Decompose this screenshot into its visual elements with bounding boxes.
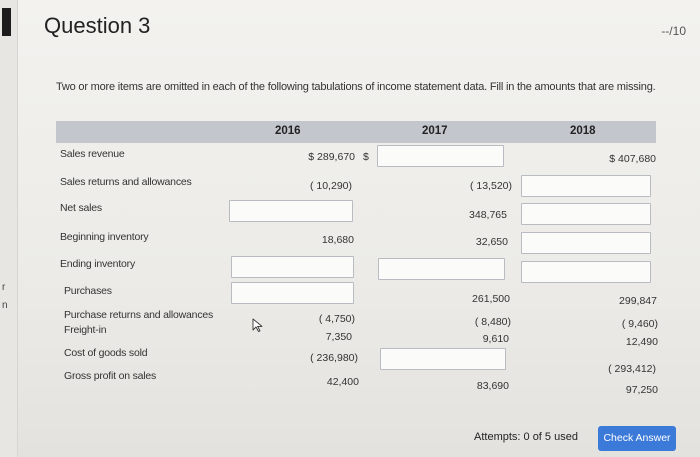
purchases-2016-input[interactable] [231, 282, 354, 304]
question-prompt: Two or more items are omitted in each of the following tabulations of income statement data. Fill in the amounts that are missing. [56, 81, 656, 93]
question-title: Question 3 [44, 13, 151, 38]
sales-revenue-2017-input[interactable] [377, 145, 504, 167]
mouse-pointer-icon [252, 318, 264, 332]
freight-in-2016: 7,350 [325, 331, 352, 343]
attempts-counter: Attempts: 0 of 5 used [474, 431, 578, 443]
sales-revenue-2018: $ 407,680 [609, 153, 656, 165]
row-label-gross-profit: Gross profit on sales [64, 370, 157, 382]
sales-revenue-2016: $ 289,670 [308, 151, 355, 163]
sales-returns-2018-input[interactable] [521, 175, 651, 197]
row-label-freight-in: Freight-in [64, 324, 107, 336]
purchase-returns-2018: ( 9,460) [621, 318, 658, 330]
sales-revenue-2017-dollar: $ [363, 151, 369, 163]
ending-inventory-2017-input[interactable] [378, 258, 505, 280]
beginning-inventory-2017: 32,650 [475, 236, 508, 248]
score-display: --/10 [661, 24, 686, 38]
row-label-sales-revenue: Sales revenue [60, 148, 125, 160]
left-sidebar-strip [0, 0, 18, 457]
year-header-2016: 2016 [275, 125, 301, 137]
purchase-returns-2016: ( 4,750) [318, 313, 355, 325]
row-label-ending-inventory: Ending inventory [60, 258, 136, 270]
row-label-purchases: Purchases [64, 285, 112, 297]
edge-letter: n [2, 300, 8, 311]
beginning-inventory-2018-input[interactable] [521, 232, 651, 254]
edge-letter: r [2, 282, 6, 293]
cogs-2017-input[interactable] [380, 348, 506, 370]
net-sales-2017: 348,765 [469, 209, 507, 221]
year-header-2017: 2017 [422, 125, 448, 137]
cogs-2016: ( 236,980) [310, 352, 358, 364]
row-label-net-sales: Net sales [60, 202, 102, 214]
sales-returns-2017: ( 13,520) [469, 180, 512, 192]
cogs-2018: ( 293,412) [608, 363, 656, 375]
purchase-returns-2017: ( 8,480) [474, 316, 511, 328]
year-header-2018: 2018 [570, 125, 596, 137]
sales-returns-2016: ( 10,290) [309, 180, 352, 192]
row-label-purchase-returns: Purchase returns and allowances [64, 309, 214, 321]
question-marker [2, 8, 11, 36]
purchases-2017: 261,500 [472, 293, 510, 305]
gross-profit-2016: 42,400 [326, 376, 359, 388]
gross-profit-2018: 97,250 [625, 384, 658, 396]
beginning-inventory-2016: 18,680 [321, 234, 354, 246]
ending-inventory-2018-input[interactable] [521, 261, 651, 283]
row-label-cogs: Cost of goods sold [64, 347, 148, 359]
net-sales-2018-input[interactable] [521, 203, 651, 225]
freight-in-2017: 9,610 [482, 333, 509, 345]
row-label-sales-returns: Sales returns and allowances [60, 176, 192, 188]
freight-in-2018: 12,490 [625, 336, 658, 348]
gross-profit-2017: 83,690 [476, 380, 509, 392]
check-answer-button[interactable]: Check Answer [598, 426, 676, 451]
table-header [56, 121, 656, 143]
row-label-beginning-inventory: Beginning inventory [60, 231, 149, 243]
purchases-2018: 299,847 [619, 295, 657, 307]
net-sales-2016-input[interactable] [229, 200, 353, 222]
ending-inventory-2016-input[interactable] [231, 256, 354, 278]
